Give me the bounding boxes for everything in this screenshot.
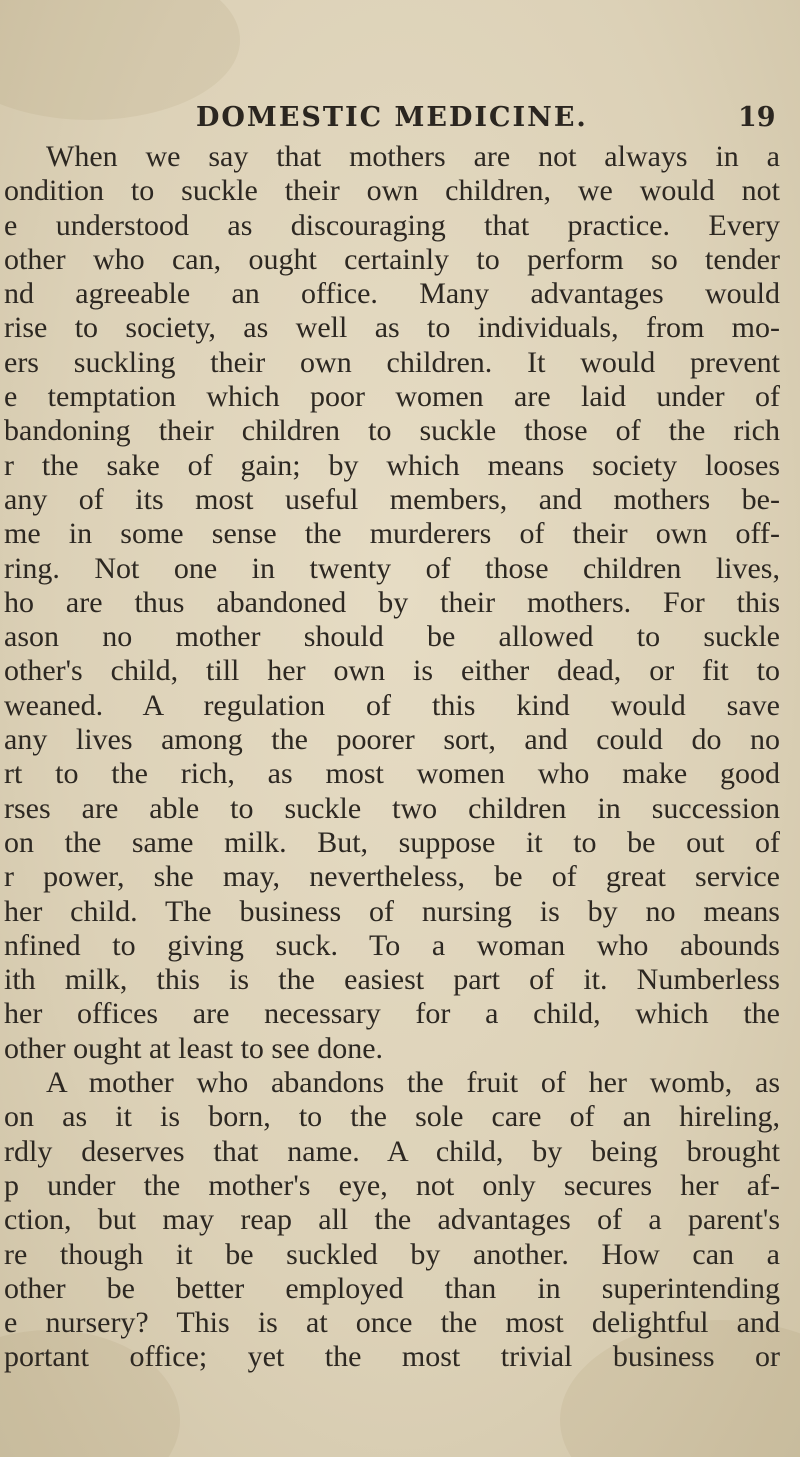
text-line: rses are able to suckle two children in succession: [4, 791, 780, 825]
text-line: other ought at least to see done.: [4, 1031, 384, 1065]
text-line: e understood as discouraging that practice. Every: [4, 208, 780, 242]
text-line: ction, but may reap all the advantages of a parent's: [4, 1203, 780, 1237]
running-head: DOMESTIC MEDICINE.: [196, 102, 588, 133]
text-line: e nursery? This is at once the most delightful and: [4, 1306, 780, 1340]
text-line: re though it be suckled by another. How can a: [4, 1237, 780, 1271]
page-header: [0, 102, 800, 142]
text-line: me in some sense the murderers of their own off-: [4, 517, 780, 551]
text-line: nd agreeable an office. Many advantages would: [4, 277, 780, 311]
text-line: her child. The business of nursing is by no means: [4, 894, 780, 928]
text-line: on as it is born, to the sole care of an hireling,: [4, 1100, 780, 1134]
text-line: p under the mother's eye, not only secures her af-: [4, 1168, 780, 1202]
body-text: [0, 140, 800, 1375]
text-line: rise to society, as well as to individuals, from mo-: [4, 311, 780, 345]
text-line: rt to the rich, as most women who make good: [4, 757, 780, 791]
text-line: other be better employed than in superintending: [4, 1271, 780, 1305]
text-line: any of its most useful members, and mothers be-: [4, 482, 780, 516]
text-line: r the sake of gain; by which means society looses: [4, 448, 780, 482]
text-line: on the same milk. But, suppose it to be out of: [4, 825, 780, 859]
text-line: ith milk, this is the easiest part of it. Numberless: [4, 963, 780, 997]
page-number: 19: [738, 102, 776, 133]
text-line: When we say that mothers are not always in a: [46, 140, 780, 173]
text-line: rdly deserves that name. A child, by being brought: [4, 1134, 780, 1168]
text-line: other's child, till her own is either dead, or fit to: [4, 654, 780, 688]
text-line: other who can, ought certainly to perform so tender: [4, 242, 780, 276]
text-line: nfined to giving suck. To a woman who abounds: [4, 928, 780, 962]
text-line: bandoning their children to suckle those of the rich: [4, 414, 780, 448]
text-line: her offices are necessary for a child, which the: [4, 997, 780, 1031]
text-line: ho are thus abandoned by their mothers. For this: [4, 585, 780, 619]
text-line: weaned. A regulation of this kind would save: [4, 688, 780, 722]
text-line: any lives among the poorer sort, and could do no: [4, 723, 780, 757]
text-line: ason no mother should be allowed to suckle: [4, 620, 780, 654]
text-line: r power, she may, nevertheless, be of great service: [4, 860, 780, 894]
text-line: ring. Not one in twenty of those children lives,: [4, 551, 780, 585]
text-line: A mother who abandons the fruit of her womb, as: [46, 1066, 780, 1100]
text-line: ondition to suckle their own children, we would not: [4, 174, 780, 208]
text-line: ers suckling their own children. It would prevent: [4, 345, 780, 379]
text-line: e temptation which poor women are laid under of: [4, 380, 780, 414]
text-line: portant office; yet the most trivial business or: [4, 1340, 780, 1374]
